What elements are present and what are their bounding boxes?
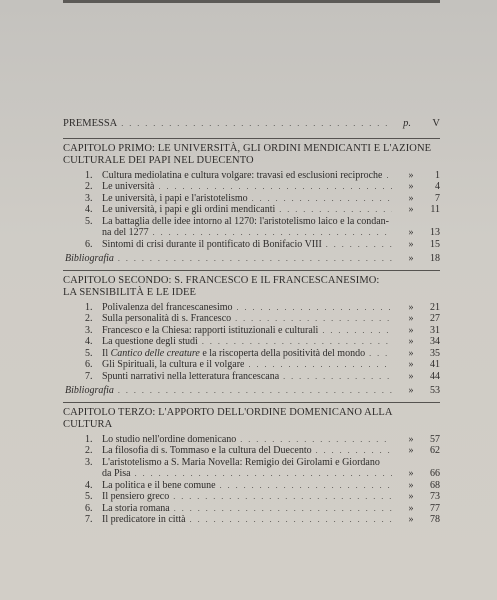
chapter-title (63, 407, 440, 431)
entry-title: Le università, i papi e gli ordini mendicanti (102, 204, 276, 215)
entry-title: La storia romana (102, 502, 170, 514)
leader-dots (316, 445, 392, 457)
page-number: 15 (430, 238, 440, 250)
chapter-2 (63, 275, 440, 397)
toc-entry[interactable] (83, 491, 440, 503)
ditto-marker: » (408, 347, 414, 359)
page-number: 35 (430, 347, 440, 359)
page-number: 27 (430, 313, 440, 324)
toc-entry[interactable] (83, 216, 440, 228)
ditto-marker: » (408, 468, 414, 479)
entry-number: 3. (85, 324, 93, 336)
leader-dots (220, 480, 392, 492)
leader-dots (135, 468, 392, 480)
ditto-marker: » (408, 514, 414, 525)
entry-number: 1. (85, 433, 93, 445)
leader-dots (386, 170, 392, 182)
leader-dots (326, 239, 392, 251)
leader-dots (240, 434, 392, 446)
bibliography-label: Bibliografia (65, 385, 114, 396)
page-number: 18 (430, 253, 440, 264)
page-number: 62 (430, 445, 440, 456)
ditto-marker: » (408, 204, 414, 215)
entry-title: Spunti narrativi nella letteratura francescana (102, 370, 280, 382)
entry-title: La filosofia di s. Tommaso e la cultura del Duecento (102, 445, 312, 456)
page-number: 4 (435, 181, 440, 192)
entry-title: Cultura mediolatina e cultura volgare: travasi ed esclusioni reciproche (102, 169, 383, 181)
page-marker: p. (403, 118, 411, 129)
page-number: 41 (430, 359, 440, 370)
entry-title: Le università (102, 181, 155, 192)
leader-dots (158, 181, 392, 193)
toc-entry[interactable] (83, 371, 440, 383)
bibliography-entry[interactable] (63, 385, 440, 397)
entry-title: Polivalenza del francescanesimo (102, 301, 233, 313)
entry-number: 5. (85, 215, 93, 227)
table-of-contents (63, 118, 440, 526)
page-number: 57 (430, 433, 440, 445)
toc-entry[interactable] (83, 514, 440, 526)
chapter-title-line: LA SENSIBILITÀ E LE IDEE (63, 286, 197, 298)
entry-title: La battaglia delle idee intorno al 1270: l'aristotelismo laico e la condan- (102, 215, 389, 227)
chapter-title-line: CAPITOLO SECONDO: S. FRANCESCO E IL FRANCESCANESIMO: (63, 274, 380, 286)
entry-title: Il Cantico delle creature e la riscoperta della positività del mondo (102, 347, 366, 359)
page-number: 7 (435, 192, 440, 204)
page-number: 73 (430, 491, 440, 502)
chapter-entries (63, 170, 440, 251)
toc-entry[interactable] (83, 239, 440, 251)
page-number: 31 (430, 324, 440, 336)
leader-dots (190, 514, 392, 526)
toc-entry[interactable] (83, 204, 440, 216)
leader-dots (153, 227, 392, 239)
entry-title: Le università, i papi e l'aristotelismo (102, 192, 248, 204)
page-number: 44 (430, 370, 440, 382)
entry-number: 7. (85, 514, 93, 525)
entry-title: da Pisa (102, 468, 131, 479)
leader-dots (248, 359, 392, 371)
top-rule (63, 0, 440, 3)
leader-dots (279, 204, 392, 216)
leader-dots (237, 302, 393, 314)
entry-number: 4. (85, 336, 93, 347)
page-number: V (432, 118, 440, 129)
leader-dots (235, 313, 392, 325)
leader-dots (173, 491, 392, 503)
page-number: 1 (435, 169, 440, 181)
entry-number: 5. (85, 491, 93, 502)
page-number: 77 (430, 502, 440, 514)
entry-number: 3. (85, 456, 93, 468)
leader-dots (283, 371, 392, 383)
entry-title: Lo studio nell'ordine domenicano (102, 433, 237, 445)
ditto-marker: » (408, 227, 414, 238)
ditto-marker: » (408, 301, 414, 313)
toc-entry[interactable] (83, 503, 440, 515)
entry-number: 1. (85, 169, 93, 181)
chapter-1 (63, 143, 440, 265)
entry-title: Sulla personalità di s. Francesco (102, 313, 232, 324)
toc-entry[interactable] (83, 359, 440, 371)
ditto-marker: » (408, 502, 414, 514)
ditto-marker: » (408, 324, 414, 336)
ditto-marker: » (408, 385, 414, 396)
page-number: 11 (430, 204, 440, 215)
ditto-marker: » (408, 433, 414, 445)
entry-title: Il predicatore in città (102, 514, 186, 525)
chapter-3 (63, 407, 440, 526)
bibliography-entry[interactable] (63, 253, 440, 265)
toc-entry-continuation[interactable] (83, 227, 440, 239)
entry-title: Il pensiero greco (102, 491, 170, 502)
chapter-entries (63, 434, 440, 526)
page-number: 66 (430, 468, 440, 479)
bibliography-label: Bibliografia (65, 253, 114, 264)
entry-number: 4. (85, 479, 93, 491)
section-divider (63, 138, 440, 139)
ditto-marker: » (408, 491, 414, 502)
ditto-marker: » (408, 336, 414, 347)
toc-entry[interactable] (83, 193, 440, 205)
toc-entry[interactable] (83, 457, 440, 469)
premessa-row (63, 118, 440, 130)
leader-dots (369, 348, 392, 360)
ditto-marker: » (408, 445, 414, 456)
ditto-marker: » (408, 313, 414, 324)
ditto-marker: » (408, 370, 414, 382)
entry-number: 4. (85, 204, 93, 215)
ditto-marker: » (408, 181, 414, 192)
ditto-marker: » (408, 192, 414, 204)
premessa-label: PREMESSA (63, 118, 118, 129)
page-number: 34 (430, 336, 440, 347)
leader-dots (118, 253, 392, 265)
toc-entry[interactable] (83, 170, 440, 182)
toc-entry[interactable] (83, 313, 440, 325)
toc-entry[interactable] (83, 434, 440, 446)
leader-dots (322, 325, 392, 337)
leader-dots (118, 385, 392, 397)
toc-entry-continuation[interactable] (83, 468, 440, 480)
entry-number: 2. (85, 445, 93, 456)
leader-dots (174, 503, 392, 515)
ditto-marker: » (408, 479, 414, 491)
section-divider (63, 402, 440, 403)
page-number: 78 (430, 514, 440, 525)
chapter-title (63, 275, 440, 299)
section-divider (63, 270, 440, 271)
entry-number: 5. (85, 347, 93, 359)
leader-dots (121, 118, 392, 130)
ditto-marker: » (408, 359, 414, 370)
ditto-marker: » (408, 169, 414, 181)
page-number: 13 (430, 227, 440, 238)
toc-entry[interactable] (83, 348, 440, 360)
entry-number: 2. (85, 181, 93, 192)
entry-title: Gli Spirituali, la cultura e il volgare (102, 359, 245, 370)
leader-dots (252, 193, 392, 205)
entry-number: 6. (85, 502, 93, 514)
chapter-title-line: CULTURALE DEI PAPI NEL DUECENTO (63, 154, 254, 166)
toc-entry[interactable] (83, 181, 440, 193)
toc-entry[interactable] (83, 325, 440, 337)
chapter-title-line: CAPITOLO PRIMO: LE UNIVERSITÀ, GLI ORDINI MENDICANTI E L'AZIONE (63, 142, 432, 154)
toc-entry[interactable] (83, 445, 440, 457)
ditto-marker: » (408, 238, 414, 250)
page-number: 53 (430, 385, 440, 396)
entry-number: 3. (85, 192, 93, 204)
chapter-entries (63, 302, 440, 383)
chapter-title-line: CAPITOLO TERZO: L'APPORTO DELL'ORDINE DOMENICANO ALLA (63, 406, 393, 418)
toc-entry[interactable] (83, 302, 440, 314)
entry-title: L'aristotelismo a S. Maria Novella: Remigio dei Girolami e Giordano (102, 456, 380, 468)
entry-number: 6. (85, 238, 93, 250)
entry-title: La politica e il bene comune (102, 479, 216, 491)
entry-title: Francesco e la Chiesa: rapporti istituzionali e culturali (102, 324, 319, 336)
entry-title: Sintomi di crisi durante il pontificato di Bonifacio VIII (102, 238, 322, 250)
ditto-marker: » (408, 253, 414, 264)
entry-number: 7. (85, 370, 93, 382)
page-number: 68 (430, 479, 440, 491)
entry-number: 2. (85, 313, 93, 324)
chapter-title-line: CULTURA (63, 418, 113, 430)
entry-title: La questione degli studi (102, 336, 198, 347)
toc-entry[interactable] (83, 480, 440, 492)
toc-entry[interactable] (83, 336, 440, 348)
entry-number: 6. (85, 359, 93, 370)
entry-number: 1. (85, 301, 93, 313)
page-number: 21 (430, 301, 440, 313)
leader-dots (202, 336, 392, 348)
entry-title: na del 1277 (102, 227, 149, 238)
chapter-title (63, 143, 440, 167)
